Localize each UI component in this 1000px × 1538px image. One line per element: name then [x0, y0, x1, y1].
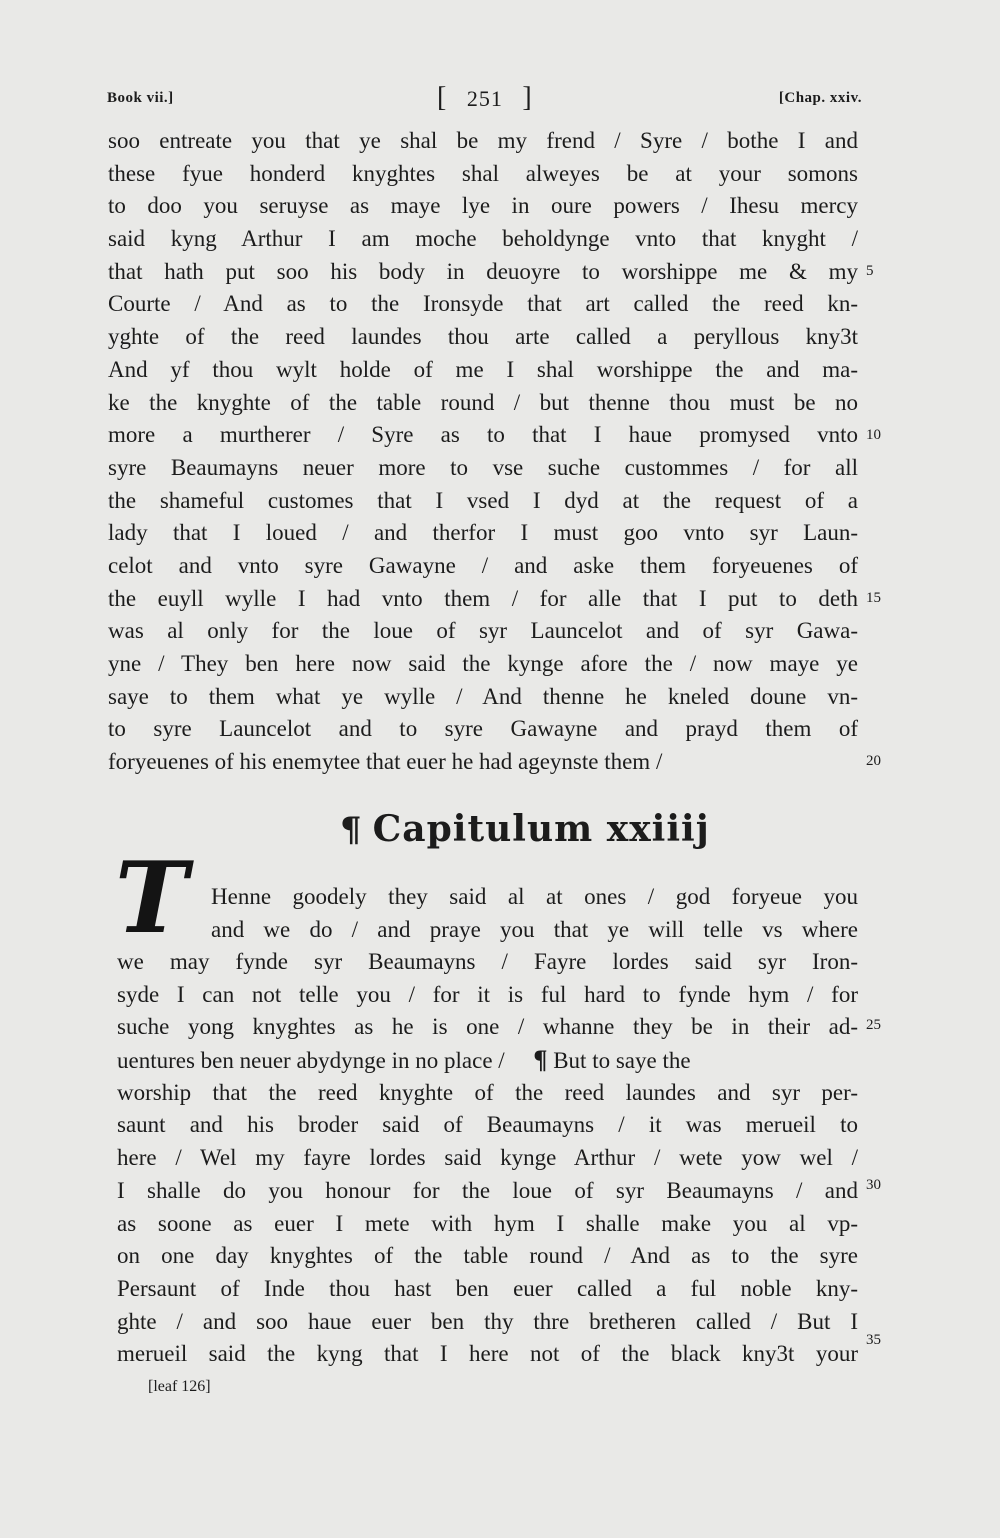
leaf-marker: [leaf 126] — [148, 1378, 211, 1395]
pilcrow-icon: ¶ — [533, 1045, 548, 1075]
text-line: suche yong knyghtes as he is one / whanne they be in their ad- — [117, 1014, 858, 1040]
chapter-title: Capitulum xxiiij — [372, 808, 710, 850]
text-line: to syre Launcelot and to syre Gawayne and prayd them of — [108, 716, 858, 742]
line-number: 35 — [866, 1332, 881, 1348]
text-line: said kyng Arthur I am moche beholdynge vnto that knyght / — [108, 226, 858, 252]
line-number: 5 — [866, 263, 874, 279]
text-line: celot and vnto syre Gawayne / and aske them foryeuenes of — [108, 552, 858, 578]
text-line: foryeuenes of his enemytee that euer he had ageynste them / — [108, 749, 663, 775]
book-reference: Book vii.] — [107, 90, 174, 106]
text-block-indented — [211, 881, 858, 946]
text-line: saye to them what ye wylle / And thenne he kneled doune vn- — [108, 683, 858, 709]
text-line: yne / They ben here now said the kynge afore the / now maye ye — [108, 651, 858, 676]
text-line: Courte / And as to the Ironsyde that art called the reed kn- — [108, 291, 858, 317]
text-line: saunt and his broder said of Beaumayns / it was merueil to — [117, 1112, 858, 1138]
text-line: lady that I loued / and therfor I must goo vnto syr Laun- — [108, 520, 858, 546]
chapter-reference: [Chap. xxiv. — [778, 90, 862, 106]
text-segment: But to saye the — [553, 1048, 691, 1074]
text-line: these fyue honderd knyghtes shal alweyes be at your somons — [108, 160, 858, 186]
line-number: 10 — [866, 427, 881, 443]
text-line: the shameful customes that I vsed I dyd at the request of a — [108, 487, 858, 513]
text-line: to doo you seruyse as maye lye in oure powers / Ihesu mercy — [108, 193, 858, 219]
chapter-heading — [340, 808, 710, 850]
text-line: yghte of the reed laundes thou arte called a peryllous kny3t — [108, 324, 858, 350]
text-line: the euyll wylle I had vnto them / for alle that I put to deth — [108, 585, 858, 611]
text-line: ghte / and soo haue euer ben thy thre bretheren called / But I — [117, 1308, 858, 1334]
text-line: here / Wel my fayre lordes said kynge Arthur / wete yow wel / — [117, 1145, 858, 1171]
text-segment: uentures ben neuer abydynge in no place / — [117, 1048, 505, 1074]
text-line: I shalle do you honour for the loue of syr Beaumayns / and — [117, 1177, 858, 1203]
page-number-value: 251 — [466, 86, 503, 111]
drop-cap-initial: T — [115, 841, 188, 956]
text-line: more a murtherer / Syre as to that I haue promysed vnto — [108, 422, 858, 448]
text-line: soo entreate you that ye shal be my frend / Syre / bothe I and — [108, 128, 858, 153]
text-block-chapter-23 — [108, 125, 858, 779]
running-head — [107, 84, 862, 114]
text-line: syde I can not telle you / for it is ful hard to fynde hym / for — [117, 981, 858, 1007]
text-line: Henne goodely they said al at ones / god foryeue you — [211, 884, 858, 909]
line-number: 30 — [866, 1177, 881, 1193]
line-number: 15 — [866, 590, 881, 606]
text-line-with-pilcrow — [117, 1044, 858, 1077]
text-line: ke the knyghte of the table round / but thenne thou must be no — [108, 389, 858, 415]
page-number: [ 251 ] — [437, 82, 533, 113]
pilcrow-icon: ¶ — [340, 810, 363, 850]
text-line: And yf thou wylt holde of me I shal worshippe the and ma- — [108, 356, 858, 382]
text-line: and we do / and praye you that ye will telle vs where — [211, 916, 858, 942]
text-line: that hath put soo his body in deuoyre to worshippe me & my — [108, 258, 858, 284]
text-block-chapter-24 — [117, 946, 858, 1371]
line-number: 25 — [866, 1017, 881, 1033]
text-line: we may fynde syr Beaumayns / Fayre lordes said syr Iron- — [117, 949, 858, 974]
text-line: on one day knyghtes of the table round / And as to the syre — [117, 1243, 858, 1269]
text-line: as soone as euer I mete with hym I shalle make you al vp- — [117, 1210, 858, 1236]
text-line: was al only for the loue of syr Launcelot and of syr Gawa- — [108, 618, 858, 644]
text-line: merueil said the kyng that I here not of the black kny3t your — [117, 1341, 858, 1367]
line-number: 20 — [866, 753, 881, 769]
text-line: syre Beaumayns neuer more to vse suche custommes / for all — [108, 454, 858, 480]
text-line: worship that the reed knyghte of the reed laundes and syr per- — [117, 1079, 858, 1105]
text-line: Persaunt of Inde thou hast ben euer called a ful noble kny- — [117, 1275, 858, 1301]
